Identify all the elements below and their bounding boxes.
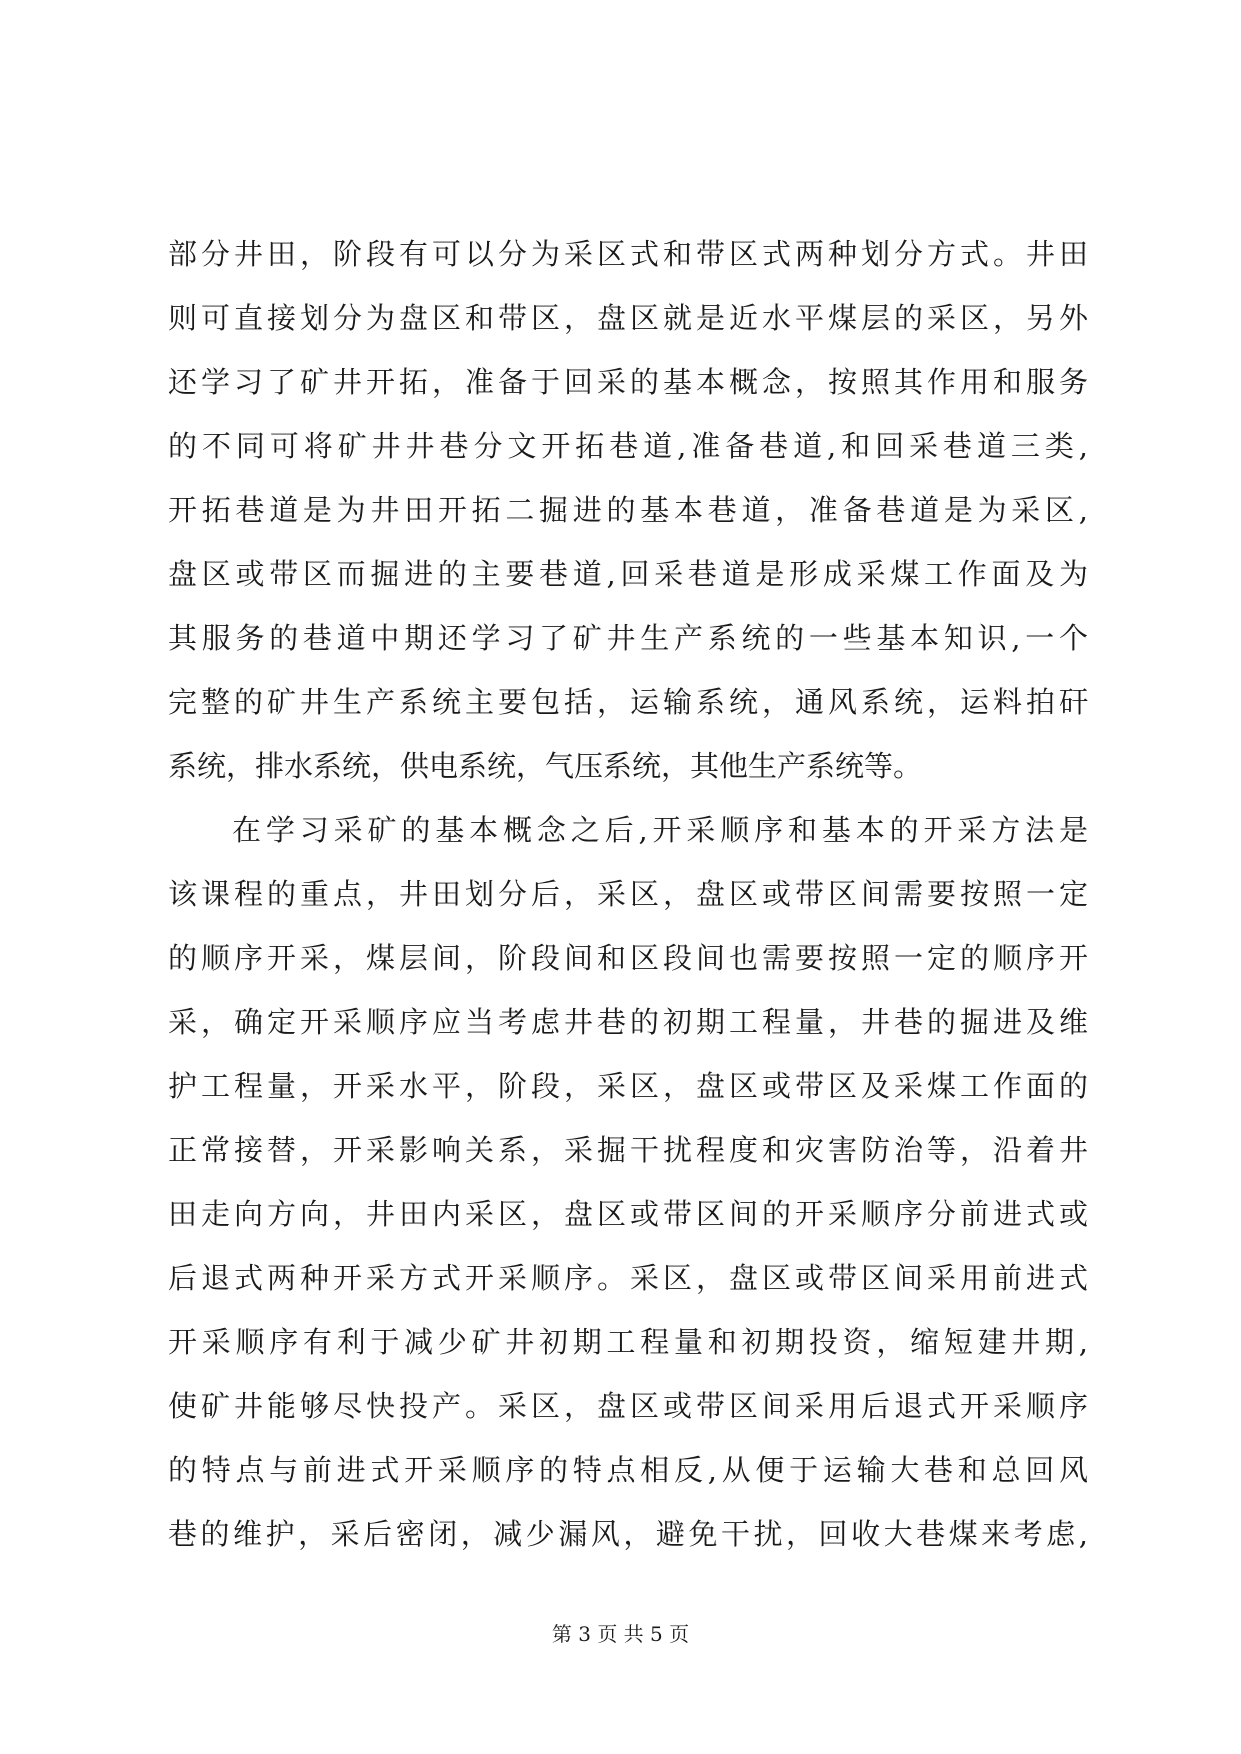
text-line: 在学习采矿的基本概念之后,开采顺序和基本的开采方法是 (232, 813, 1088, 847)
text-line: 的顺序开采，煤层间，阶段间和区段间也需要按照一定的顺序开 (168, 941, 1088, 975)
text-line: 系统，排水系统，供电系统，气压系统，其他生产系统等。 (168, 749, 923, 783)
text-line: 则可直接划分为盘区和带区，盘区就是近水平煤层的采区，另外 (168, 301, 1088, 335)
paragraph-2 (168, 798, 1088, 1566)
text-line: 该课程的重点，井田划分后，采区，盘区或带区间需要按照一定 (168, 877, 1088, 911)
text-line: 的不同可将矿井井巷分文开拓巷道,准备巷道,和回采巷道三类, (168, 429, 1088, 463)
text-line: 后退式两种开采方式开采顺序。采区，盘区或带区间采用前进式 (168, 1261, 1088, 1295)
page-number-footer: 第 3 页 共 5 页 (551, 1622, 690, 1646)
text-line: 盘区或带区而掘进的主要巷道,回采巷道是形成采煤工作面及为 (168, 557, 1088, 591)
body-text (168, 222, 1088, 1566)
text-line: 还学习了矿井开拓，准备于回采的基本概念，按照其作用和服务 (168, 365, 1088, 399)
text-line: 开采顺序有利于减少矿井初期工程量和初期投资，缩短建井期, (168, 1325, 1088, 1359)
paragraph-1 (168, 222, 1088, 798)
text-line: 护工程量，开采水平，阶段，采区，盘区或带区及采煤工作面的 (168, 1069, 1088, 1103)
text-line: 巷的维护，采后密闭，减少漏风，避免干扰，回收大巷煤来考虑, (168, 1517, 1088, 1551)
text-line: 完整的矿井生产系统主要包括，运输系统，通风系统，运料拍矸 (168, 685, 1088, 719)
text-line: 田走向方向，井田内采区，盘区或带区间的开采顺序分前进式或 (168, 1197, 1088, 1231)
text-line: 的特点与前进式开采顺序的特点相反,从便于运输大巷和总回风 (168, 1453, 1088, 1487)
text-line: 正常接替，开采影响关系，采掘干扰程度和灾害防治等，沿着井 (168, 1133, 1088, 1167)
text-line: 使矿井能够尽快投产。采区，盘区或带区间采用后退式开采顺序 (168, 1389, 1088, 1423)
text-line: 开拓巷道是为井田开拓二掘进的基本巷道，准备巷道是为采区, (168, 493, 1088, 527)
text-line: 采，确定开采顺序应当考虑井巷的初期工程量，井巷的掘进及维 (168, 1005, 1088, 1039)
text-line: 其服务的巷道中期还学习了矿井生产系统的一些基本知识,一个 (168, 621, 1088, 655)
text-line: 部分井田，阶段有可以分为采区式和带区式两种划分方式。井田 (168, 237, 1088, 271)
